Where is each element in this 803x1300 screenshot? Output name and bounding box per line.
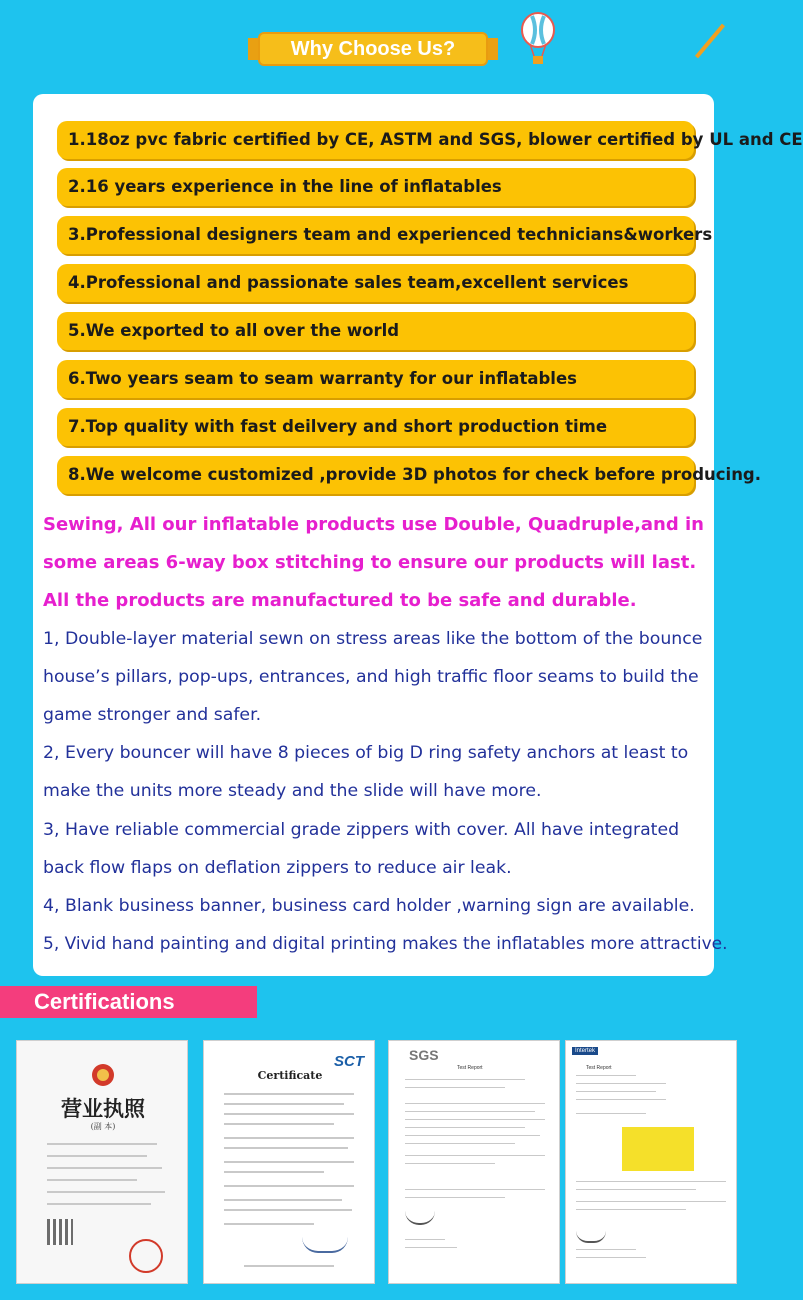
- highlight-line-2: some areas 6-way box stitching to ensure our products will last.: [43, 552, 697, 573]
- feature-1-ul: UL: [709, 130, 734, 149]
- license-sub: (副 本): [90, 1122, 116, 1131]
- detail-line-3: game stronger and safer.: [43, 705, 262, 725]
- feature-1-text-a: 1.18oz pvc fabric certified by: [68, 130, 345, 149]
- sgs-logo: SGS: [409, 1047, 439, 1063]
- hot-air-balloon-icon: [520, 12, 556, 68]
- detail-line-5: make the units more steady and the slide will have more.: [43, 781, 542, 801]
- feature-1: [57, 121, 803, 159]
- feature-1-astm: ASTM: [380, 130, 433, 149]
- feature-5: 5.We exported to all over the world: [57, 312, 694, 350]
- sct-heading: Certificate: [257, 1069, 323, 1082]
- sct-certificate-image: [203, 1040, 375, 1284]
- detail-line-4: 2, Every bouncer will have 8 pieces of big D ring safety anchors at least to: [43, 743, 689, 763]
- signature-mark: [302, 1237, 348, 1253]
- license-heading: 营业执照: [61, 1096, 145, 1121]
- red-seal-icon: [129, 1239, 163, 1273]
- feature-1-text-d: , blower certified by: [516, 130, 710, 149]
- detail-line-9: 5, Vivid hand painting and digital printing makes the inflatables more attractive.: [43, 934, 728, 954]
- feature-1-text-b: ,: [368, 130, 381, 149]
- detail-line-2: house’s pillars, pop-ups, entrances, and high traffic floor seams to build the: [43, 667, 699, 687]
- intertek-report-image: [565, 1040, 737, 1284]
- intertek-logo: Intertek: [572, 1047, 598, 1055]
- qr-code: [47, 1219, 73, 1245]
- highlight-line-3: All the products are manufactured to be safe and durable.: [43, 590, 637, 611]
- sct-logo: SCT: [334, 1053, 364, 1070]
- certifications-title: Certifications: [34, 989, 175, 1014]
- feature-8: 8.We welcome customized ,provide 3D photos for check before producing.: [57, 456, 694, 494]
- feature-7: 7.Top quality with fast deilvery and short production time: [57, 408, 694, 446]
- feature-4: 4.Professional and passionate sales team,excellent services: [57, 264, 694, 302]
- feature-1-ce: CE: [344, 130, 369, 149]
- signature-mark: [576, 1231, 606, 1243]
- sgs-report-image: [388, 1040, 560, 1284]
- feature-1-sgs: SGS: [478, 130, 517, 149]
- fabric-sample: [622, 1127, 694, 1171]
- pencil-icon: [695, 24, 725, 59]
- feature-1-text-c: and: [432, 130, 479, 149]
- intertek-heading: Test Report: [586, 1065, 612, 1071]
- sgs-heading: Test Report: [457, 1065, 483, 1071]
- feature-1-ce-2: CE: [779, 130, 803, 149]
- business-license-image: [16, 1040, 188, 1284]
- feature-2: 2.16 years experience in the line of inflatables: [57, 168, 694, 206]
- feature-6: 6.Two years seam to seam warranty for our inflatables: [57, 360, 694, 398]
- detail-line-8: 4, Blank business banner, business card holder ,warning sign are available.: [43, 896, 695, 916]
- certifications-banner: [0, 986, 257, 1018]
- feature-3: 3.Professional designers team and experienced technicians&workers: [57, 216, 694, 254]
- detail-line-6: 3, Have reliable commercial grade zippers with cover. All have integrated: [43, 820, 680, 840]
- signature-mark: [405, 1211, 435, 1225]
- highlight-line-1: Sewing, All our inflatable products use Double, Quadruple,and in: [43, 514, 704, 535]
- content-card: [33, 94, 803, 976]
- detail-line-1: 1, Double-layer material sewn on stress areas like the bottom of the bounce: [43, 629, 703, 649]
- why-choose-us-banner: [248, 28, 498, 70]
- national-emblem-icon: [91, 1063, 115, 1087]
- detail-line-7: back flow flaps on deflation zippers to reduce air leak.: [43, 858, 512, 878]
- feature-1-text-e: and: [733, 130, 780, 149]
- page-title: Why Choose Us?: [290, 38, 456, 60]
